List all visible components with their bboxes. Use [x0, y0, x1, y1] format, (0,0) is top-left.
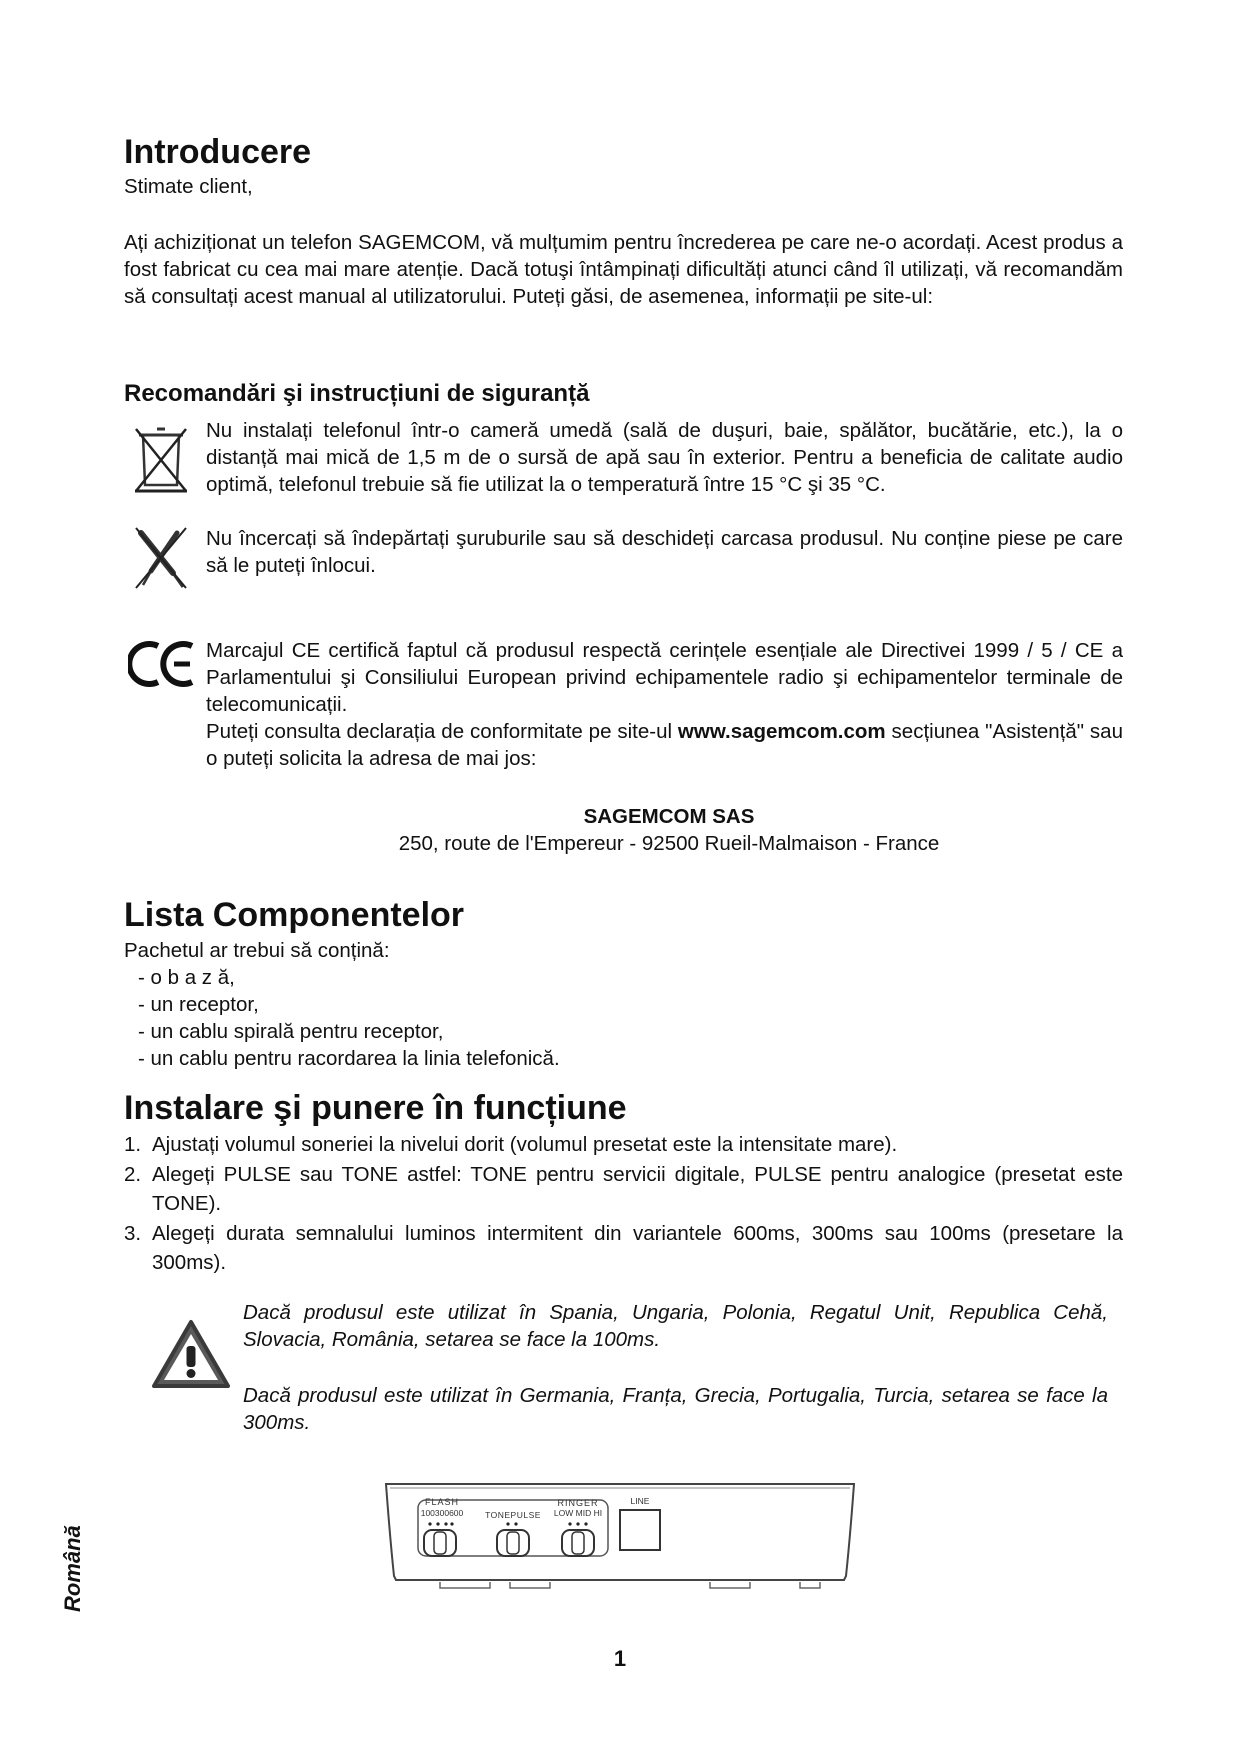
declaration-before: Puteți consulta declarația de conformitate pe site-ul: [206, 720, 678, 743]
install-step: [124, 1219, 1123, 1277]
install-step-number: 3.: [124, 1222, 142, 1245]
base-device-illustration: [380, 1478, 860, 1606]
intro-greeting: Stimate client,: [124, 175, 253, 198]
flash-values: 100300600: [420, 1508, 464, 1518]
ce-mark-icon: [128, 640, 198, 688]
page-number: 1: [613, 1646, 627, 1671]
language-label: Română: [60, 1525, 85, 1612]
component-item: - un cablu pentru racordarea la linia telefonică.: [138, 1047, 560, 1070]
humidity-text: Nu instalați telefonul într-o cameră umedă (sală de duşuri, baie, spălător, bucătărie, etc.), la o distanță mai mică de 1,5 m de o sursă de apă sau în exterior. Pentru a beneficia de calitate audio optimă, telefonul trebuie să fie utilizat la o temperatură între 15 °C şi 35 °C.: [206, 419, 1123, 496]
components-title: Lista Componentelor: [124, 896, 465, 934]
sagemcom-website-link[interactable]: www.sagemcom.com: [677, 720, 886, 743]
tonepulse-label: TONEPULSE: [485, 1510, 541, 1520]
no-screwdriver-icon: [133, 525, 189, 591]
safety-title: Recomandări şi instrucțiuni de siguranță: [124, 380, 590, 407]
company-address: 250, route de l'Empereur - 92500 Rueil-Malmaison - France: [398, 832, 940, 855]
ce-text: Marcajul CE certifică faptul că produsul respectă cerințele esențiale ale Directivei 1999 / 5 / CE a Parlamentului şi Consiliului European privind echipamentele radio şi echipamentelor terminale de telecomunicații.: [206, 639, 1123, 716]
install-step-number: 2.: [124, 1163, 142, 1186]
install-step: [124, 1130, 1123, 1159]
component-item: - un receptor,: [138, 993, 259, 1016]
ringer-values: LOW MID HI: [553, 1508, 603, 1518]
install-step-number: 1.: [124, 1133, 142, 1156]
install-step-text: Alegeți durata semnalului luminos intermitent din variantele 600ms, 300ms sau 100ms (presetare la 300ms).: [152, 1222, 1123, 1274]
warning-icon: [150, 1318, 232, 1392]
no-humidity-icon: [133, 425, 189, 495]
flash-label: FLASH: [424, 1497, 460, 1507]
component-item: - un cablu spirală pentru receptor,: [138, 1020, 444, 1043]
install-title: Instalare şi punere în funcțiune: [124, 1089, 627, 1127]
declaration-text: [206, 718, 1123, 772]
install-step: [124, 1160, 1123, 1218]
warning-text-1: Dacă produsul este utilizat în Spania, Ungaria, Polonia, Regatul Unit, Republica Cehă, Slovacia, România, setarea se face la 100ms.: [243, 1301, 1108, 1351]
install-step-text: Alegeți PULSE sau TONE astfel: TONE pentru servicii digitale, PULSE pentru analogice (presetat este TONE).: [152, 1163, 1123, 1215]
intro-paragraph: Ați achiziționat un telefon SAGEMCOM, vă mulțumim pentru încrederea pe care ne-o acordați. Acest produs a fost fabricat cu cea mai mare atenție. Dacă totuşi întâmpinați dificultăți atunci când îl utilizați, vă recomandăm să consultați acest manual al utilizatorului. Puteți găsi, de asemenea, informații pe site-ul:: [124, 231, 1123, 308]
warning-text-2: Dacă produsul este utilizat în Germania, Franța, Grecia, Portugalia, Turcia, setarea se face la 300ms.: [243, 1384, 1108, 1434]
declaration-after: secțiunea "Asistență" sau o puteți solicita la adresa de mai jos:: [206, 720, 1123, 770]
intro-title: Introducere: [124, 133, 312, 171]
screws-text: Nu încercați să îndepărtați şuruburile sau să deschideți carcasa produsul. Nu conține piese pe care să le puteți înlocui.: [206, 527, 1123, 577]
line-label: LINE: [630, 1496, 650, 1506]
install-step-text: Ajustați volumul soneriei la nivelui dorit (volumul presetat este la intensitate mare).: [152, 1133, 898, 1156]
components-intro: Pachetul ar trebui să conțină:: [124, 939, 390, 962]
company-name: SAGEMCOM SAS: [583, 805, 755, 828]
component-item: - o b a z ă,: [138, 966, 235, 989]
ringer-label: RINGER: [557, 1498, 599, 1508]
